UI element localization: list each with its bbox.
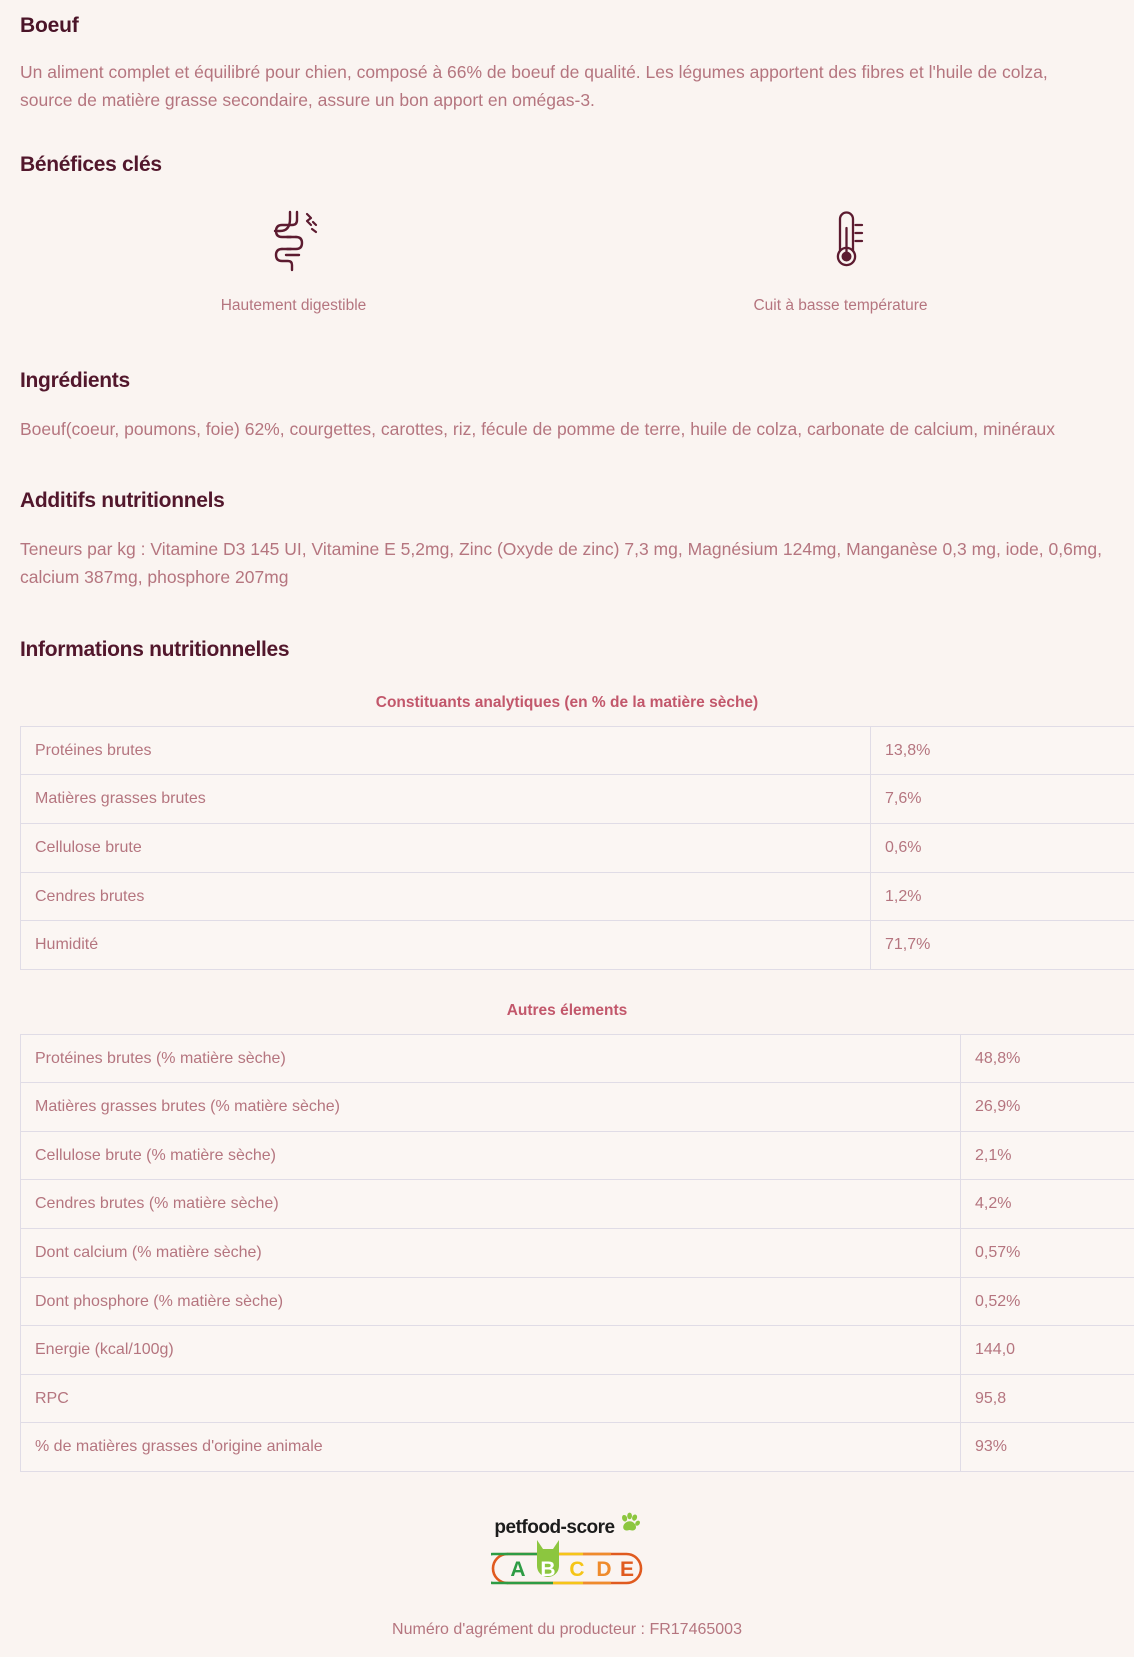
table2-caption: Autres élements [20, 1002, 1114, 1020]
grade-a: A [510, 1558, 525, 1581]
analytical-constituents-table [20, 726, 1134, 970]
benefits-row [20, 203, 1114, 319]
nutrition-section [20, 638, 1114, 1472]
benefit-item-digestible [20, 203, 567, 315]
row-value: 0,6% [871, 823, 1134, 872]
ingredients-text: Boeuf(coeur, poumons, foie) 62%, courgettes, carottes, riz, fécule de pomme de terre, huile de colza, carbonate de calcium, minéraux [20, 415, 1105, 443]
row-value: 95,8 [961, 1374, 1134, 1423]
row-label: Matières grasses brutes (% matière sèche) [21, 1083, 961, 1132]
row-value: 2,1% [961, 1131, 1134, 1180]
benefit-label: Hautement digestible [221, 297, 367, 315]
row-label: RPC [21, 1374, 961, 1423]
table-row [21, 1229, 1134, 1278]
thermometer-icon [816, 203, 866, 275]
row-value: 13,8% [871, 726, 1134, 775]
other-elements-table [20, 1034, 1134, 1472]
row-value: 0,57% [961, 1229, 1134, 1278]
grade-d: D [596, 1558, 611, 1581]
row-label: Matières grasses brutes [21, 775, 871, 824]
producer-approval-number: Numéro d'agrément du producteur : FR17465003 [392, 1621, 742, 1657]
table1-caption: Constituants analytiques (en % de la matière sèche) [20, 694, 1114, 712]
table2-body [21, 1034, 1134, 1471]
row-value: 144,0 [961, 1326, 1134, 1375]
row-value: 93% [961, 1423, 1134, 1472]
row-value: 48,8% [961, 1034, 1134, 1083]
table-row [21, 1034, 1134, 1083]
row-value: 26,9% [961, 1083, 1134, 1132]
additives-heading: Additifs nutritionnels [20, 489, 1114, 513]
intestine-icon [266, 203, 322, 275]
row-label: Cellulose brute [21, 823, 871, 872]
grade-c: C [569, 1558, 584, 1581]
table-row [21, 921, 1134, 970]
footer [20, 1512, 1114, 1657]
page-title: Boeuf [20, 0, 1114, 38]
table1-body [21, 726, 1134, 969]
table-row [21, 1131, 1134, 1180]
logo-wordmark: petfood-score [494, 1518, 614, 1537]
nutrition-heading: Informations nutritionnelles [20, 638, 1114, 662]
row-value: 4,2% [961, 1180, 1134, 1229]
product-description: Un aliment complet et équilibré pour chien, composé à 66% de boeuf de qualité. Les légumes apportent des fibres et l'huile de colza, source de matière grasse secondaire, assure un bon apport en omégas-3. [20, 58, 1070, 115]
logo-wordmark-row [494, 1512, 639, 1537]
row-label: Dont phosphore (% matière sèche) [21, 1277, 961, 1326]
table-row [21, 823, 1134, 872]
additives-text: Teneurs par kg : Vitamine D3 145 UI, Vitamine E 5,2mg, Zinc (Oxyde de zinc) 7,3 mg, Magnésium 124mg, Manganèse 0,3 mg, iode, 0,6mg, calcium 387mg, phosphore 207mg [20, 535, 1105, 592]
table-row [21, 1083, 1134, 1132]
row-value: 7,6% [871, 775, 1134, 824]
petfood-score-logo [491, 1512, 643, 1591]
grade-scale [491, 1540, 643, 1591]
table-row [21, 775, 1134, 824]
row-label: Protéines brutes [21, 726, 871, 775]
benefit-item-low-temperature [567, 203, 1114, 315]
grade-b: B [540, 1558, 555, 1581]
table-row [21, 1180, 1134, 1229]
paw-icon [619, 1512, 640, 1537]
benefits-heading: Bénéfices clés [20, 153, 1114, 177]
table-row [21, 726, 1134, 775]
benefit-label: Cuit à basse température [753, 297, 927, 315]
row-label: Protéines brutes (% matière sèche) [21, 1034, 961, 1083]
row-label: Humidité [21, 921, 871, 970]
additives-section [20, 489, 1114, 592]
grade-e: E [620, 1558, 634, 1581]
row-value: 0,52% [961, 1277, 1134, 1326]
ingredients-section [20, 369, 1114, 443]
benefits-section [20, 153, 1114, 319]
row-label: Dont calcium (% matière sèche) [21, 1229, 961, 1278]
table-row [21, 1423, 1134, 1472]
row-label: Cellulose brute (% matière sèche) [21, 1131, 961, 1180]
row-label: Cendres brutes [21, 872, 871, 921]
table-row [21, 1277, 1134, 1326]
table-row [21, 872, 1134, 921]
row-label: Cendres brutes (% matière sèche) [21, 1180, 961, 1229]
row-value: 71,7% [871, 921, 1134, 970]
row-label: % de matières grasses d'origine animale [21, 1423, 961, 1472]
row-value: 1,2% [871, 872, 1134, 921]
ingredients-heading: Ingrédients [20, 369, 1114, 393]
table-row [21, 1326, 1134, 1375]
table-row [21, 1374, 1134, 1423]
row-label: Energie (kcal/100g) [21, 1326, 961, 1375]
